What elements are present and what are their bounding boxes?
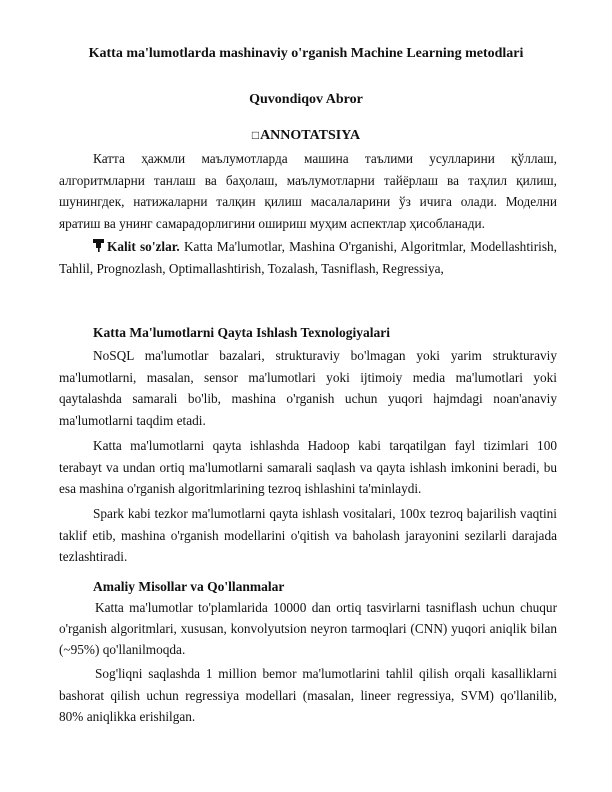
section-heading-examples: Amaliy Misollar va Qo'llanmalar: [93, 579, 285, 594]
missing-glyph-icon: □: [251, 128, 260, 142]
annotation-paragraph: Катта ҳажмли маълумотларда машина таълими усулларини қўллаш, алгоритмларни танлаш ва баҳолаш, маълумотларни тайёрлаш ва таҳлил қилиш, шунингдек, натижаларни талқин қилиш масалаларини ўз ичига олади. Моделни яратиш ва унинг самарадорлигини ошириш муҳим аспектлар ҳисобланади.: [59, 151, 557, 231]
section-2-paragraph-2: Sog'liqni saqlashda 1 million bemor ma'lumotlarini tahlil qilish orqali kasalliklarni bashorat qilish uchun regressiya modellari (masalan, lineer regressiya, SVM) qo'llanilib, 80% aniqlikka erishilgan.: [59, 666, 557, 724]
section-1-paragraph-1: NoSQL ma'lumotlar bazalari, strukturaviy bo'lmagan yoki yarim strukturaviy ma'lumotlarni, masalan, sensor ma'lumotlari yoki ijtimoiy media ma'lumotlari yoki qaytalashda samarali bo'lib, mashina o'rganish uchun yuqori hajmdagi noan'anaviy ma'lumotlarni taqdim etadi.: [59, 348, 557, 428]
keywords-text: Katta Ma'lumotlar, Mashina O'rganishi, Algoritmlar, Modellashtirish, Tahlil, Prognozlash, Optimallashtirish, Tozalash, Tasniflash, Regressiya,: [59, 239, 557, 276]
keywords-label: Kalit so'zlar.: [107, 239, 180, 254]
section-2-paragraph-1: Katta ma'lumotlar to'plamlarida 10000 dan ortiq tasvirlarni tasniflash uchun chuqur o'rganish algoritmlari, xususan, konvolyutsion neyron tarmoqlari (CNN) yuqori aniqlik bilan (~95%) qo'llanilmoqda.: [59, 600, 557, 657]
keywords-paragraph: [59, 236, 557, 279]
document-title: Katta ma'lumotlarda mashinaviy o'rganish Machine Learning metodlari: [88, 46, 524, 61]
section-heading-processing: Katta Ma'lumotlarni Qayta Ishlash Texnologiyalari: [93, 325, 391, 340]
author-name: Quvondiqov Abror: [249, 92, 363, 107]
annotation-heading-text: ANNOTATSIYA: [260, 128, 361, 143]
section-1-paragraph-2: Katta ma'lumotlarni qayta ishlashda Hadoop kabi tarqatilgan fayl tizimlari 100 terabayt va undan ortiq ma'lumotlarni samarali saqlash va qayta ishlash imkonini beradi, bu esa mashina o'rganish algoritmlarining tezroq ishlashini ta'minlaydi.: [59, 438, 557, 496]
section-1-paragraph-3: Spark kabi tezkor ma'lumotlarni qayta ishlash vositalari, 100x tezroq bajarilish vaqtini taklif etib, mashina o'rganish modellarini o'qitish va baholash jarayonini sezilarli darajada tezlashtiradi.: [59, 506, 557, 564]
pin-icon: [93, 239, 104, 252]
annotation-heading: [0, 128, 612, 144]
